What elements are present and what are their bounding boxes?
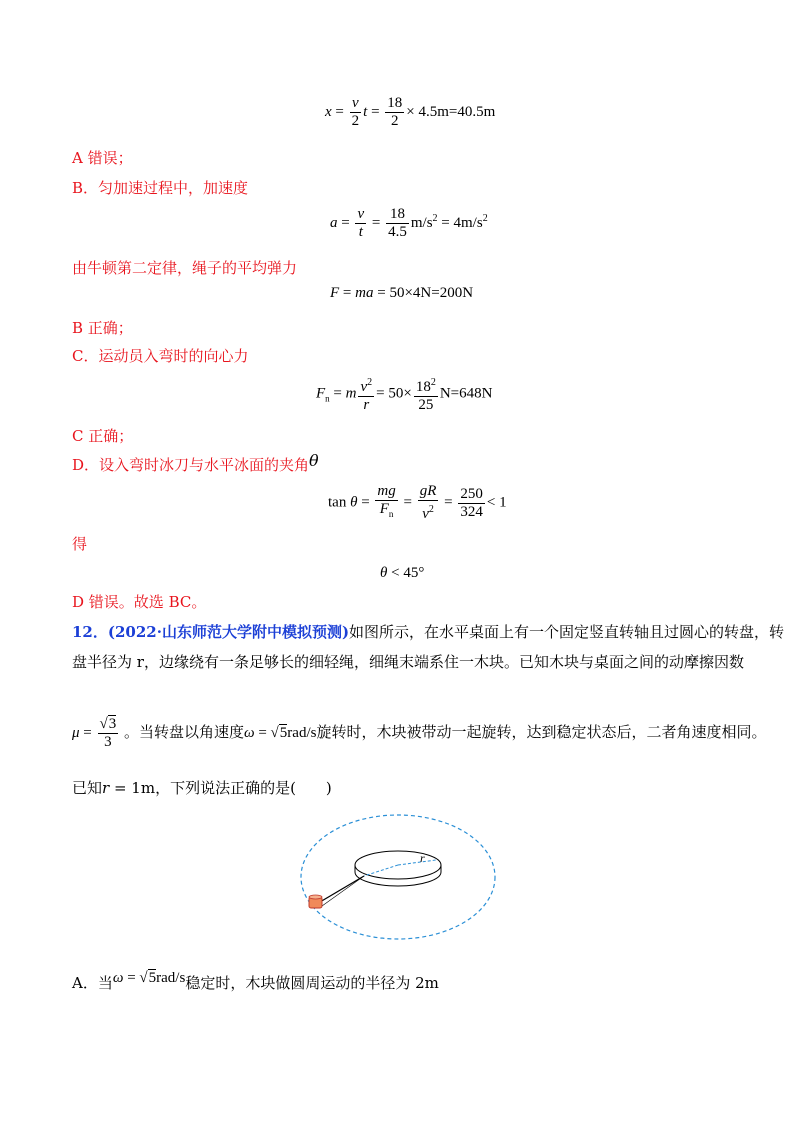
fraction-18sq-over-25: $\frac{18^2}{25}$ [414, 374, 438, 414]
line-a-wrong: A 错误； [72, 149, 133, 167]
line-de: 得 [72, 535, 88, 553]
omega-expression: ω = √5rad/s [244, 724, 317, 741]
question-number: 12． [72, 623, 108, 641]
line-d-wrong: D 错误。故选 BC。 [72, 593, 207, 611]
line-b-intro: B．匀加速过程中，加速度 [72, 179, 249, 197]
equation-theta: θ < 45° [380, 565, 425, 581]
question-source: (2022·山东师范大学附中模拟预测) [107, 623, 350, 641]
line-b-right: B 正确； [72, 319, 133, 337]
line-d-intro: D．设入弯时冰刀与水平冰面的夹角θ [72, 451, 319, 474]
turntable-diagram [298, 812, 498, 942]
question-12-line-3: μ = $\frac{√3}{3}$ 。当转盘以角速度ω = √5rad/s旋转时，木块被带动一起旋转，达到稳定状态后，二者角速度相同。 [72, 716, 767, 750]
mu-expression: μ = $\frac{√3}{3}$ [72, 716, 117, 750]
line-c-intro: C．运动员入弯时的向心力 [72, 347, 249, 365]
fraction-v-over-t: $\frac{v}{t}$ [357, 206, 365, 240]
fraction-gr-over-v2: $\frac{gR}{v^2}$ [419, 483, 437, 522]
wood-block-top [309, 895, 322, 899]
fraction-mg-over-fn: $\frac{mg}{F_n}$ [377, 483, 396, 519]
fraction-18-over-2: $\frac{18}{2}$ [387, 95, 403, 129]
question-12-line-2: 盘半径为 r，边缘绕有一条足够长的细轻绳，细绳末端系住一木块。已知木块与桌面之间的动摩擦因数 [72, 653, 744, 671]
radius-label: r [420, 851, 425, 865]
equation-displacement: x = $\frac{v}{2}$ t = $\frac{18}{2}$ × 4.5m=40.5m [325, 95, 496, 129]
fraction-v2-over-r: $\frac{v^2}{r}$ [358, 374, 374, 414]
rope-line [320, 876, 364, 902]
line-c-right: C 正确； [72, 427, 134, 445]
equation-centripetal: $F_n = m$ $\frac{v^2}{r}$ = 50× $\frac{18^2}{25}$ N=648N [316, 374, 492, 414]
equation-acceleration: a = $\frac{v}{t}$ = $\frac{18}{4.5}$ $m/s^2 = 4m/s^2$ [330, 206, 488, 240]
fraction-250-over-324: $\frac{250}{324}$ [460, 485, 483, 520]
option-a-omega: ω = √5rad/s [112, 970, 186, 986]
equation-tan: tan θ = $\frac{mg}{F_n}$ = $\frac{gR}{v^2}$ = $\frac{250}{324}$ < 1 [328, 483, 507, 522]
fraction-18-over-4-5: $\frac{18}{4.5}$ [388, 206, 407, 240]
line-newton: 由牛顿第二定律，绳子的平均弹力 [72, 259, 298, 277]
rope-line-2 [322, 876, 364, 906]
option-a: A．当ω = √5rad/s稳定时，木块做圆周运动的半径为 2m [72, 970, 439, 992]
fraction-sqrt3-over-3: $\frac{√3}{3}$ [99, 716, 117, 750]
theta-symbol: θ [309, 451, 319, 470]
question-12-line-1: 12．(2022·山东师范大学附中模拟预测)如图所示，在水平桌面上有一个固定竖直转轴且过圆心的转盘，转 [72, 623, 785, 641]
equation-force: F = ma = 50×4N=200N [330, 285, 474, 301]
fraction-v-over-2: $\frac{v}{2}$ [351, 95, 360, 129]
question-12-known: 已知r = 1m，下列说法正确的是( ) [72, 779, 332, 797]
